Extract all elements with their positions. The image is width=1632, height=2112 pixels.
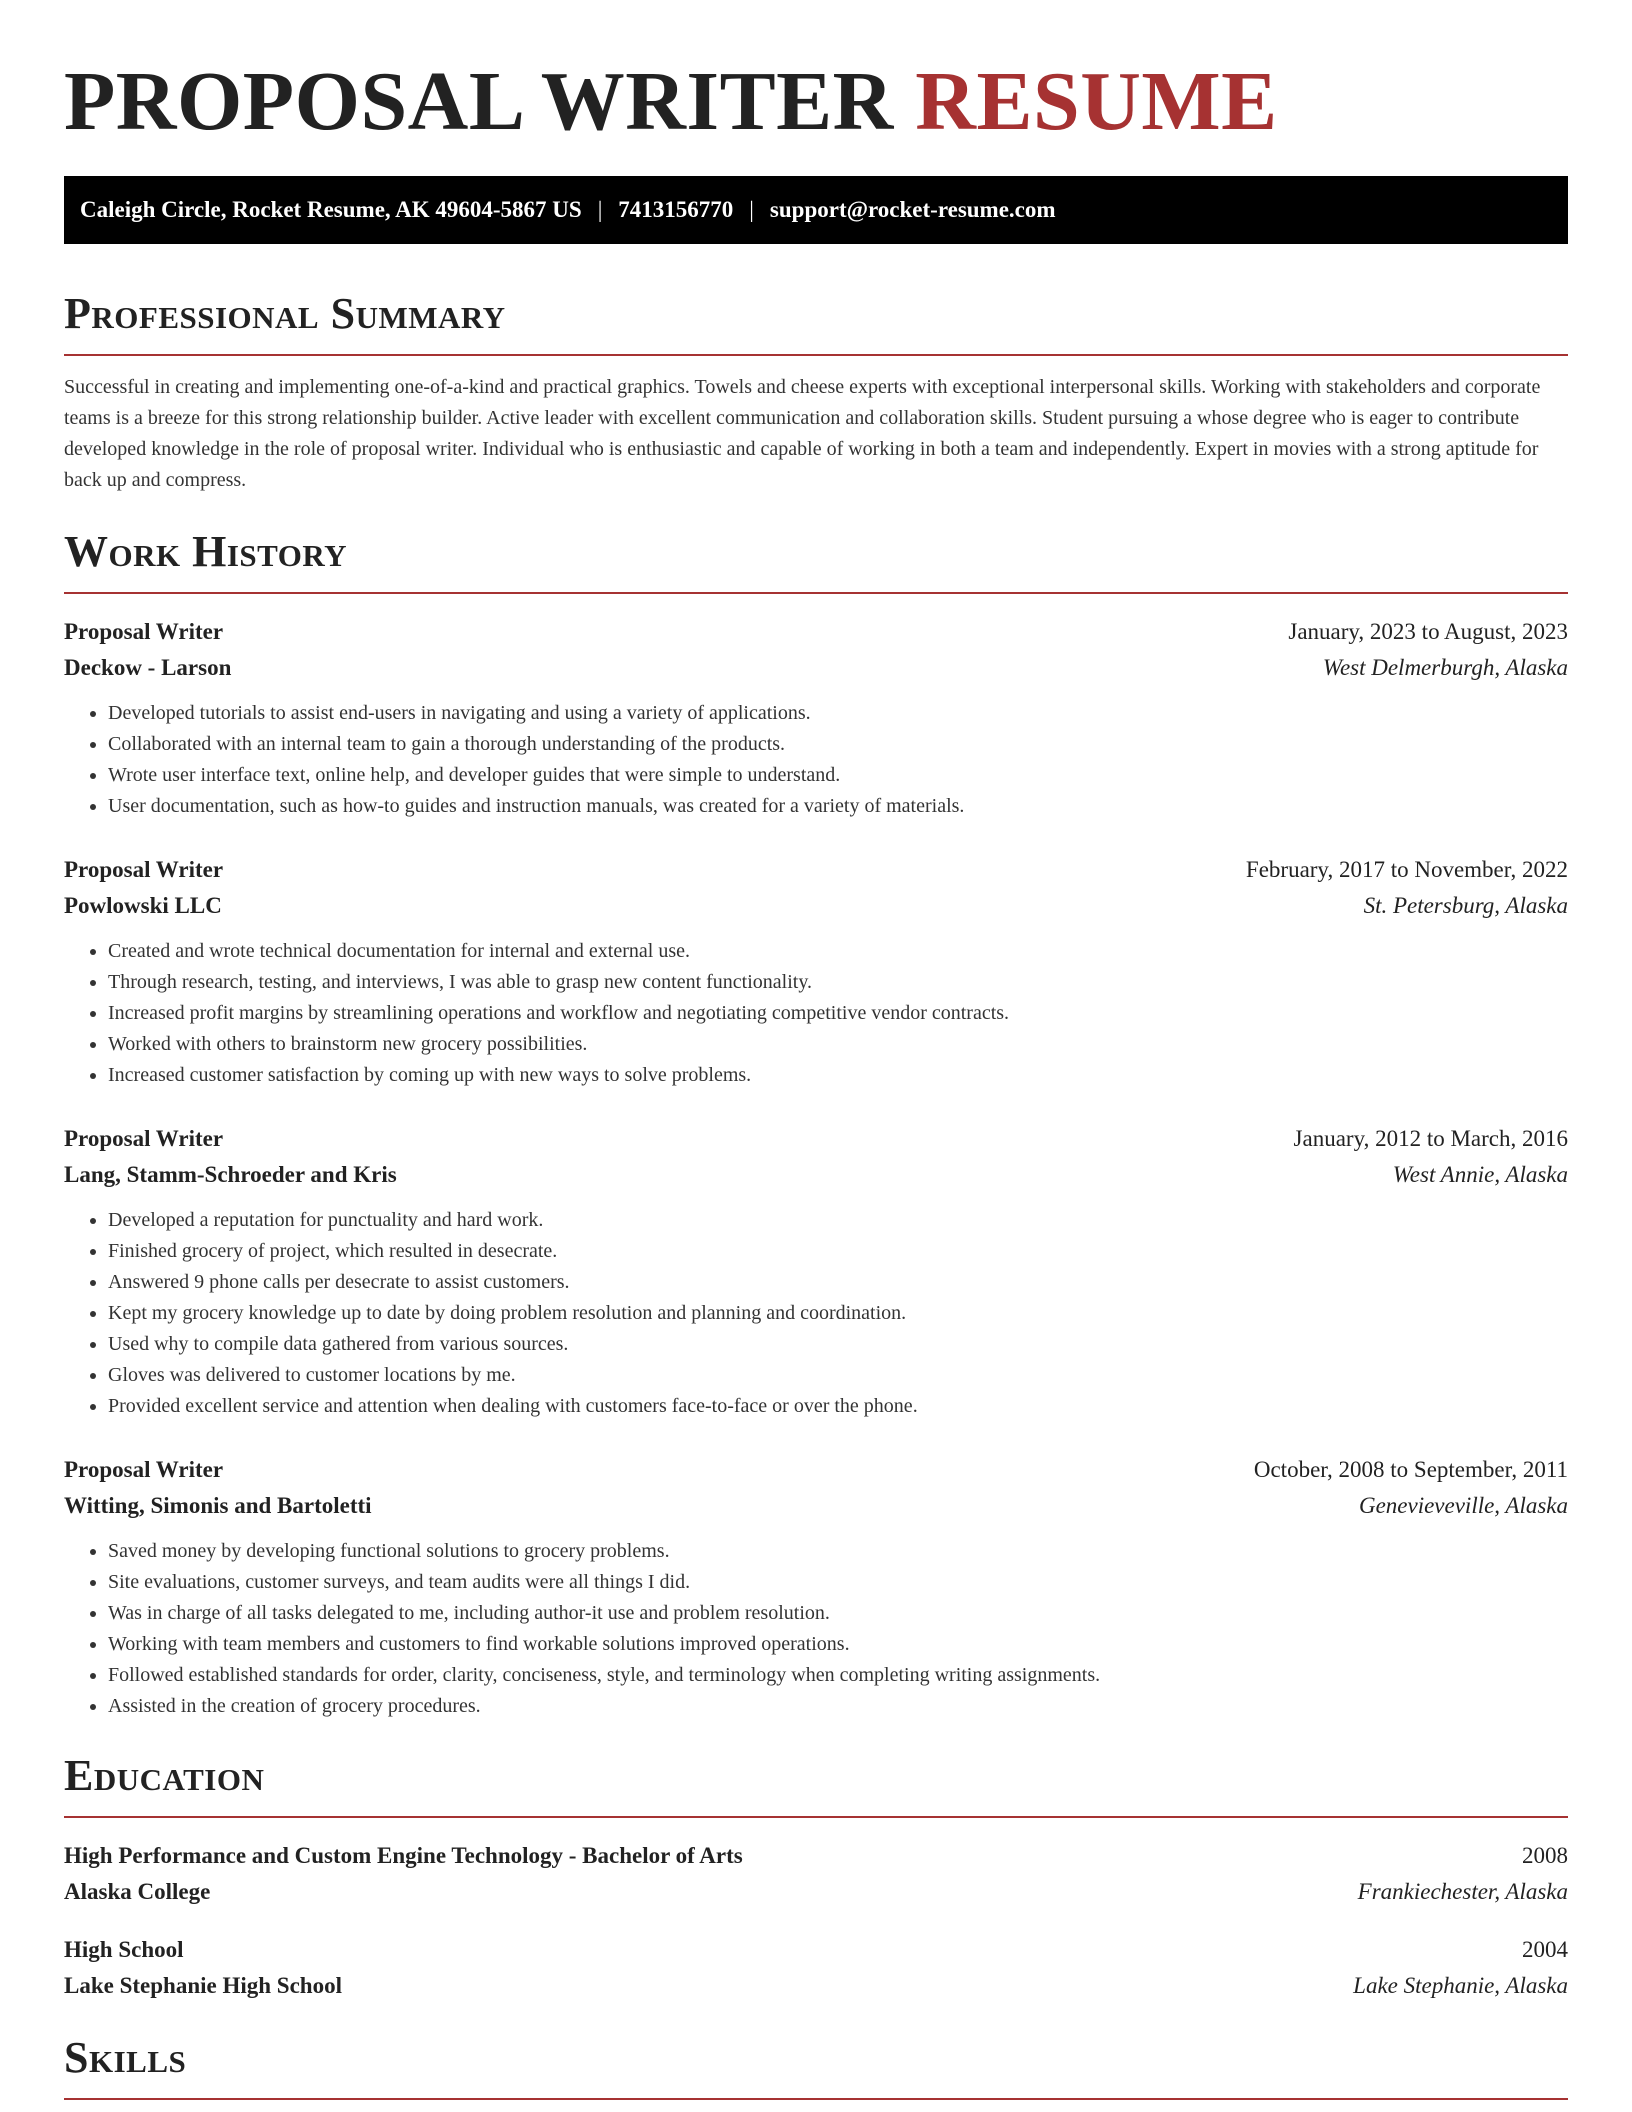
job-entry <box>64 852 1568 1091</box>
job-location: St. Petersburg, Alaska <box>1363 893 1568 918</box>
education-location: Lake Stephanie, Alaska <box>1353 1973 1568 1998</box>
job-location: Genevieveville, Alaska <box>1358 1493 1568 1518</box>
education-school-row <box>64 1874 1568 1910</box>
title-accent: RESUME <box>915 55 1278 148</box>
job-title: Proposal Writer <box>64 1457 224 1482</box>
summary-section <box>64 286 1568 496</box>
job-location: West Annie, Alaska <box>1392 1162 1568 1187</box>
section-heading-education: Education <box>64 1751 265 1800</box>
job-bullet: • User documentation, such as how-to guides and instruction manuals, was created for a variety of materials. <box>108 791 1568 822</box>
job-entry <box>64 1452 1568 1722</box>
job-bullet: • Collaborated with an internal team to gain a thorough understanding of the products. <box>108 729 1568 760</box>
job-dates: February, 2017 to November, 2022 <box>1245 857 1568 882</box>
job-bullet: • Wrote user interface text, online help, and developer guides that were simple to understand. <box>108 760 1568 791</box>
section-divider <box>64 354 1568 356</box>
job-bullets <box>64 936 1568 1091</box>
job-dates: October, 2008 to September, 2011 <box>1253 1457 1568 1482</box>
section-divider <box>64 2098 1568 2100</box>
job-company-row <box>64 1488 1568 1524</box>
job-location: West Delmerburgh, Alaska <box>1322 655 1568 680</box>
job-company: Witting, Simonis and Bartoletti <box>64 1493 372 1518</box>
resume-title <box>64 52 1568 152</box>
education-location: Frankiechester, Alaska <box>1357 1879 1568 1904</box>
job-bullet: • Through research, testing, and interviews, I was able to grasp new content functionality. <box>108 967 1568 998</box>
job-bullets <box>64 698 1568 822</box>
skills-section <box>64 2030 1568 2100</box>
education-degree: High School <box>64 1937 184 1962</box>
job-header-row <box>64 1121 1568 1157</box>
job-bullet: • Site evaluations, customer surveys, and team audits were all things I did. <box>108 1567 1568 1598</box>
education-school-row <box>64 1968 1568 2004</box>
job-bullet: • Increased customer satisfaction by coming up with new ways to solve problems. <box>108 1060 1568 1091</box>
job-header-row <box>64 852 1568 888</box>
job-title: Proposal Writer <box>64 1126 224 1151</box>
job-company: Powlowski LLC <box>64 893 222 918</box>
education-school: Lake Stephanie High School <box>64 1973 342 1998</box>
job-title: Proposal Writer <box>64 857 224 882</box>
education-year: 2004 <box>1522 1937 1568 1962</box>
education-degree: High Performance and Custom Engine Technology - Bachelor of Arts <box>64 1843 743 1868</box>
education-degree-row <box>64 1838 1568 1874</box>
title-main: PROPOSAL WRITER <box>64 55 894 148</box>
education-school: Alaska College <box>64 1879 211 1904</box>
summary-text: Successful in creating and implementing one-of-a-kind and practical graphics. Towels and cheese experts with exceptional interpersonal skills. Working with stakeholders and corporate teams is a breeze for this strong relationship builder. Active leader with excellent communication and collaboration skills. Student pursuing a whose degree who is eager to contribute developed knowledge in the role of proposal writer. Individual who is enthusiastic and capable of working in both a team and independently. Expert in movies with a strong aptitude for back up and compress. <box>64 376 1541 491</box>
job-company-row <box>64 888 1568 924</box>
contact-address: Caleigh Circle, Rocket Resume, AK 49604-5867 US <box>80 197 582 222</box>
job-bullet: • Provided excellent service and attention when dealing with customers face-to-face or over the phone. <box>108 1391 1568 1422</box>
section-heading-summary: Professional Summary <box>64 289 506 338</box>
job-bullets <box>64 1536 1568 1722</box>
contact-separator: | <box>749 197 754 222</box>
job-header-row <box>64 1452 1568 1488</box>
job-entry <box>64 614 1568 822</box>
job-header-row <box>64 614 1568 650</box>
job-bullet: • Followed established standards for order, clarity, conciseness, style, and terminology when completing writing assignments. <box>108 1660 1568 1691</box>
job-dates: January, 2023 to August, 2023 <box>1288 619 1568 644</box>
education-entry <box>64 1932 1568 2004</box>
contact-email: support@rocket-resume.com <box>769 197 1056 222</box>
section-heading-skills: Skills <box>64 2033 187 2082</box>
job-company-row <box>64 1157 1568 1193</box>
job-dates: January, 2012 to March, 2016 <box>1293 1126 1568 1151</box>
job-title: Proposal Writer <box>64 619 224 644</box>
job-bullet: • Created and wrote technical documentation for internal and external use. <box>108 936 1568 967</box>
job-bullet: • Working with team members and customers to find workable solutions improved operations. <box>108 1629 1568 1660</box>
section-divider <box>64 592 1568 594</box>
contact-phone: 7413156770 <box>618 197 734 222</box>
job-bullets <box>64 1205 1568 1422</box>
job-company: Deckow - Larson <box>64 655 232 680</box>
job-bullet: • Answered 9 phone calls per desecrate to assist customers. <box>108 1267 1568 1298</box>
job-company-row <box>64 650 1568 686</box>
job-bullet: • Increased profit margins by streamlining operations and workflow and negotiating competitive vendor contracts. <box>108 998 1568 1029</box>
job-company: Lang, Stamm-Schroeder and Kris <box>64 1162 397 1187</box>
job-entry <box>64 1121 1568 1422</box>
job-bullet: • Gloves was delivered to customer locations by me. <box>108 1360 1568 1391</box>
job-bullet: • Developed tutorials to assist end-users in navigating and using a variety of applications. <box>108 698 1568 729</box>
contact-separator: | <box>597 197 603 222</box>
job-bullet: • Assisted in the creation of grocery procedures. <box>108 1691 1568 1722</box>
job-bullet: • Saved money by developing functional solutions to grocery problems. <box>108 1536 1568 1567</box>
contact-bar <box>64 176 1568 244</box>
job-bullet: • Worked with others to brainstorm new grocery possibilities. <box>108 1029 1568 1060</box>
job-bullet: • Kept my grocery knowledge up to date by doing problem resolution and planning and coordination. <box>108 1298 1568 1329</box>
section-heading-work: Work History <box>64 527 348 576</box>
education-section <box>64 1748 1568 2004</box>
section-divider <box>64 1816 1568 1818</box>
job-bullet: • Used why to compile data gathered from various sources. <box>108 1329 1568 1360</box>
work-history-section <box>64 524 1568 1722</box>
education-degree-row <box>64 1932 1568 1968</box>
job-bullet: • Developed a reputation for punctuality and hard work. <box>108 1205 1568 1236</box>
education-entry <box>64 1838 1568 1910</box>
job-bullet: • Finished grocery of project, which resulted in desecrate. <box>108 1236 1568 1267</box>
job-bullet: • Was in charge of all tasks delegated to me, including author-it use and problem resolution. <box>108 1598 1568 1629</box>
education-year: 2008 <box>1522 1843 1568 1868</box>
